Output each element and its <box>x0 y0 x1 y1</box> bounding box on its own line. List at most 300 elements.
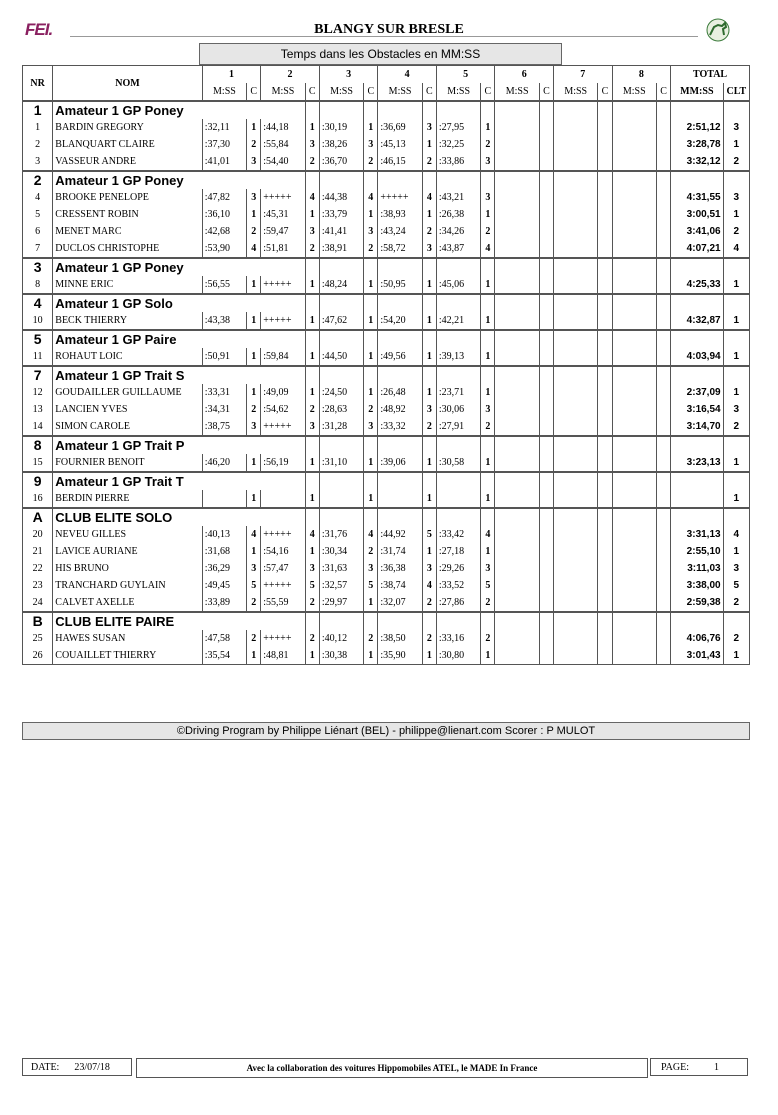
empty-cell <box>305 330 319 348</box>
obstacle-time: :53,90 <box>202 240 246 258</box>
obstacle-time: :35,90 <box>378 647 422 665</box>
total-time: 4:32,87 <box>671 312 724 330</box>
empty-cell <box>656 577 670 594</box>
obstacle-rank: 2 <box>481 418 495 436</box>
competitor-name: LAVICE AURIANE <box>53 543 202 560</box>
obstacle-rank: 3 <box>364 223 378 240</box>
obstacle-rank: 1 <box>247 647 261 665</box>
total-time: 3:11,03 <box>671 560 724 577</box>
classement: 4 <box>723 526 749 543</box>
competitor-name: DUCLOS CHRISTOPHE <box>53 240 202 258</box>
competitor-number: 10 <box>23 312 53 330</box>
empty-cell <box>554 401 598 418</box>
total-time: 3:32,12 <box>671 153 724 171</box>
empty-cell <box>612 454 656 472</box>
obstacle-rank: 2 <box>247 223 261 240</box>
competitor-number: 5 <box>23 206 53 223</box>
empty-cell <box>305 612 319 630</box>
date-label: DATE: <box>31 1062 60 1073</box>
empty-cell <box>305 436 319 454</box>
competitor-number: 6 <box>23 223 53 240</box>
group-code: B <box>23 612 53 630</box>
competitor-row <box>23 543 750 560</box>
classement: 1 <box>723 384 749 401</box>
group-name: Amateur 1 GP Trait S <box>53 366 261 384</box>
empty-cell <box>495 647 539 665</box>
empty-cell <box>539 508 553 526</box>
obstacle-time: :30,19 <box>319 119 363 136</box>
obstacle-rank: 1 <box>305 348 319 366</box>
empty-cell <box>612 630 656 647</box>
empty-cell <box>598 612 612 630</box>
empty-cell <box>554 223 598 240</box>
obstacle-rank: 1 <box>364 276 378 294</box>
empty-cell <box>554 543 598 560</box>
competitor-name: FOURNIER BENOIT <box>53 454 202 472</box>
empty-cell <box>539 223 553 240</box>
obstacle-rank: 3 <box>305 560 319 577</box>
classement: 3 <box>723 401 749 418</box>
group-name: Amateur 1 GP Trait T <box>53 472 261 490</box>
obstacle-time: :33,31 <box>202 384 246 401</box>
obstacle-rank: 1 <box>481 206 495 223</box>
empty-cell <box>539 630 553 647</box>
obstacle-rank: 4 <box>481 240 495 258</box>
col-header-mmss: M:SS <box>612 83 656 101</box>
empty-cell <box>378 294 422 312</box>
obstacle-rank: 4 <box>305 526 319 543</box>
classement: 1 <box>723 136 749 153</box>
empty-cell <box>656 136 670 153</box>
obstacle-rank: 1 <box>305 276 319 294</box>
empty-cell <box>422 101 436 119</box>
empty-cell <box>612 594 656 612</box>
obstacle-time: :32,57 <box>319 577 363 594</box>
empty-cell <box>612 101 656 119</box>
obstacle-rank: 1 <box>364 312 378 330</box>
empty-cell <box>656 508 670 526</box>
empty-cell <box>305 171 319 189</box>
empty-cell <box>422 508 436 526</box>
competitor-number: 14 <box>23 418 53 436</box>
obstacle-rank: 3 <box>305 136 319 153</box>
col-header-obstacle: 8 <box>612 66 671 84</box>
empty-cell <box>481 171 495 189</box>
obstacle-rank: 1 <box>305 312 319 330</box>
competitor-row <box>23 312 750 330</box>
empty-cell <box>554 612 598 630</box>
empty-cell <box>554 647 598 665</box>
col-header-obstacle: 5 <box>436 66 495 84</box>
competitor-row <box>23 240 750 258</box>
group-name: Amateur 1 GP Poney <box>53 171 261 189</box>
empty-cell <box>723 171 749 189</box>
empty-cell <box>598 560 612 577</box>
empty-cell <box>656 384 670 401</box>
obstacle-time <box>436 490 480 508</box>
competitor-row <box>23 276 750 294</box>
competitor-name: BECK THIERRY <box>53 312 202 330</box>
empty-cell <box>671 171 724 189</box>
obstacle-time: :38,74 <box>378 577 422 594</box>
obstacle-time: :41,41 <box>319 223 363 240</box>
empty-cell <box>539 330 553 348</box>
empty-cell <box>612 312 656 330</box>
empty-cell <box>554 312 598 330</box>
total-time: 3:31,13 <box>671 526 724 543</box>
empty-cell <box>671 101 724 119</box>
empty-cell <box>612 418 656 436</box>
col-header-mmss: M:SS <box>436 83 480 101</box>
empty-cell <box>656 526 670 543</box>
empty-cell <box>598 101 612 119</box>
empty-cell <box>539 240 553 258</box>
obstacle-time: :58,72 <box>378 240 422 258</box>
obstacle-time: :48,81 <box>261 647 305 665</box>
competitor-row <box>23 119 750 136</box>
group-row <box>23 436 750 454</box>
empty-cell <box>554 189 598 206</box>
obstacle-rank: 4 <box>422 189 436 206</box>
group-name: Amateur 1 GP Poney <box>53 101 261 119</box>
empty-cell <box>261 101 305 119</box>
total-time: 2:55,10 <box>671 543 724 560</box>
empty-cell <box>598 136 612 153</box>
competitor-number: 2 <box>23 136 53 153</box>
empty-cell <box>319 330 363 348</box>
empty-cell <box>378 612 422 630</box>
obstacle-rank: 1 <box>364 490 378 508</box>
obstacle-time: :23,71 <box>436 384 480 401</box>
empty-cell <box>539 153 553 171</box>
empty-cell <box>656 418 670 436</box>
col-header-mmss: M:SS <box>261 83 305 101</box>
empty-cell <box>656 312 670 330</box>
obstacle-rank: 3 <box>422 560 436 577</box>
empty-cell <box>261 472 305 490</box>
obstacle-time: +++++ <box>261 312 305 330</box>
empty-cell <box>539 612 553 630</box>
empty-cell <box>495 206 539 223</box>
obstacle-time: :48,92 <box>378 401 422 418</box>
empty-cell <box>261 508 305 526</box>
obstacle-time <box>261 490 305 508</box>
obstacle-rank: 2 <box>305 630 319 647</box>
obstacle-time: :56,55 <box>202 276 246 294</box>
empty-cell <box>656 454 670 472</box>
competitor-number: 8 <box>23 276 53 294</box>
empty-cell <box>656 240 670 258</box>
col-header-c: C <box>247 83 261 101</box>
empty-cell <box>319 171 363 189</box>
obstacle-time: :54,16 <box>261 543 305 560</box>
empty-cell <box>436 171 480 189</box>
competitor-number: 13 <box>23 401 53 418</box>
col-header-c: C <box>656 83 670 101</box>
obstacle-rank: 1 <box>305 454 319 472</box>
classement: 1 <box>723 206 749 223</box>
obstacle-time: :29,26 <box>436 560 480 577</box>
group-code: 1 <box>23 101 53 119</box>
empty-cell <box>495 153 539 171</box>
group-name: CLUB ELITE SOLO <box>53 508 261 526</box>
empty-cell <box>436 330 480 348</box>
competitor-number: 26 <box>23 647 53 665</box>
empty-cell <box>495 294 539 312</box>
obstacle-rank: 2 <box>305 240 319 258</box>
obstacle-time: :38,26 <box>319 136 363 153</box>
empty-cell <box>364 366 378 384</box>
empty-cell <box>481 436 495 454</box>
empty-cell <box>598 294 612 312</box>
obstacle-rank: 1 <box>481 384 495 401</box>
empty-cell <box>495 312 539 330</box>
empty-cell <box>612 294 656 312</box>
empty-cell <box>554 472 598 490</box>
competitor-name: HAWES SUSAN <box>53 630 202 647</box>
empty-cell <box>539 418 553 436</box>
empty-cell <box>422 366 436 384</box>
obstacle-time: :43,87 <box>436 240 480 258</box>
obstacle-time: :30,58 <box>436 454 480 472</box>
competitor-name: CALVET AXELLE <box>53 594 202 612</box>
obstacle-time: :27,91 <box>436 418 480 436</box>
group-row <box>23 258 750 276</box>
empty-cell <box>539 490 553 508</box>
obstacle-rank: 1 <box>247 454 261 472</box>
competitor-row <box>23 560 750 577</box>
obstacle-rank: 1 <box>481 119 495 136</box>
obstacle-rank: 4 <box>364 189 378 206</box>
obstacle-rank: 1 <box>481 490 495 508</box>
obstacle-time: :27,95 <box>436 119 480 136</box>
empty-cell <box>554 153 598 171</box>
obstacle-time: :42,21 <box>436 312 480 330</box>
obstacle-time: :55,59 <box>261 594 305 612</box>
col-header-obstacle: 6 <box>495 66 554 84</box>
obstacle-rank: 2 <box>481 630 495 647</box>
empty-cell <box>723 330 749 348</box>
empty-cell <box>612 153 656 171</box>
competitor-row <box>23 594 750 612</box>
obstacle-time: :46,20 <box>202 454 246 472</box>
empty-cell <box>656 189 670 206</box>
col-header-mmss: M:SS <box>319 83 363 101</box>
obstacle-time: +++++ <box>261 630 305 647</box>
group-code: 7 <box>23 366 53 384</box>
obstacle-rank: 2 <box>247 136 261 153</box>
empty-cell <box>612 436 656 454</box>
obstacle-rank: 3 <box>305 223 319 240</box>
col-header-total: TOTAL <box>671 66 750 84</box>
empty-cell <box>598 594 612 612</box>
classement: 3 <box>723 560 749 577</box>
classement: 1 <box>723 543 749 560</box>
obstacle-rank: 2 <box>481 136 495 153</box>
empty-cell <box>656 490 670 508</box>
obstacle-rank: 2 <box>364 153 378 171</box>
competitor-row <box>23 223 750 240</box>
results-table <box>22 65 750 665</box>
empty-cell <box>554 348 598 366</box>
empty-cell <box>495 171 539 189</box>
competitor-row <box>23 526 750 543</box>
empty-cell <box>723 258 749 276</box>
competitor-number: 21 <box>23 543 53 560</box>
competitor-name: BERDIN PIERRE <box>53 490 202 508</box>
empty-cell <box>305 366 319 384</box>
obstacle-rank: 1 <box>422 348 436 366</box>
page-box <box>650 1058 748 1076</box>
empty-cell <box>612 401 656 418</box>
empty-cell <box>378 171 422 189</box>
empty-cell <box>723 366 749 384</box>
obstacle-rank: 4 <box>247 240 261 258</box>
empty-cell <box>656 276 670 294</box>
empty-cell <box>554 330 598 348</box>
empty-cell <box>554 594 598 612</box>
empty-cell <box>656 153 670 171</box>
obstacle-rank: 2 <box>247 401 261 418</box>
empty-cell <box>656 119 670 136</box>
obstacle-time: :40,13 <box>202 526 246 543</box>
empty-cell <box>539 189 553 206</box>
obstacle-time: +++++ <box>261 418 305 436</box>
total-time <box>671 490 724 508</box>
empty-cell <box>671 472 724 490</box>
obstacle-time: :38,75 <box>202 418 246 436</box>
obstacle-time: :57,47 <box>261 560 305 577</box>
obstacle-time: :47,82 <box>202 189 246 206</box>
obstacle-time: :27,18 <box>436 543 480 560</box>
obstacle-time: :55,84 <box>261 136 305 153</box>
obstacle-rank: 1 <box>364 384 378 401</box>
obstacle-time: :26,38 <box>436 206 480 223</box>
empty-cell <box>539 294 553 312</box>
empty-cell <box>495 258 539 276</box>
empty-cell <box>723 508 749 526</box>
empty-cell <box>598 189 612 206</box>
empty-cell <box>598 418 612 436</box>
obstacle-time: :50,95 <box>378 276 422 294</box>
empty-cell <box>598 312 612 330</box>
obstacle-time: :31,76 <box>319 526 363 543</box>
empty-cell <box>436 508 480 526</box>
empty-cell <box>319 101 363 119</box>
empty-cell <box>495 101 539 119</box>
empty-cell <box>612 366 656 384</box>
obstacle-time: :29,97 <box>319 594 363 612</box>
empty-cell <box>436 436 480 454</box>
competitor-row <box>23 384 750 401</box>
empty-cell <box>436 258 480 276</box>
empty-cell <box>378 330 422 348</box>
col-header-c: C <box>598 83 612 101</box>
classement: 3 <box>723 189 749 206</box>
obstacle-rank: 2 <box>422 418 436 436</box>
empty-cell <box>539 119 553 136</box>
date-value: 23/07/18 <box>74 1062 110 1073</box>
total-time: 4:03,94 <box>671 348 724 366</box>
empty-cell <box>539 472 553 490</box>
empty-cell <box>261 294 305 312</box>
obstacle-time: :43,24 <box>378 223 422 240</box>
obstacle-rank: 1 <box>481 348 495 366</box>
obstacle-rank: 1 <box>422 543 436 560</box>
competitor-name: SIMON CAROLE <box>53 418 202 436</box>
obstacle-time: :43,38 <box>202 312 246 330</box>
obstacle-rank: 1 <box>305 543 319 560</box>
empty-cell <box>481 101 495 119</box>
empty-cell <box>319 258 363 276</box>
total-time: 3:38,00 <box>671 577 724 594</box>
obstacle-time <box>319 490 363 508</box>
obstacle-rank: 1 <box>422 454 436 472</box>
group-row <box>23 101 750 119</box>
empty-cell <box>656 436 670 454</box>
empty-cell <box>364 330 378 348</box>
obstacle-rank: 2 <box>422 594 436 612</box>
competitor-name: MENET MARC <box>53 223 202 240</box>
empty-cell <box>656 401 670 418</box>
obstacle-rank: 3 <box>481 401 495 418</box>
empty-cell <box>723 436 749 454</box>
obstacle-rank: 4 <box>422 577 436 594</box>
obstacle-time: :49,45 <box>202 577 246 594</box>
empty-cell <box>364 101 378 119</box>
empty-cell <box>598 258 612 276</box>
obstacle-time: :30,80 <box>436 647 480 665</box>
obstacle-rank: 1 <box>481 312 495 330</box>
competitor-row <box>23 490 750 508</box>
page-subtitle: Temps dans les Obstacles en MM:SS <box>199 43 562 65</box>
competitor-number: 7 <box>23 240 53 258</box>
empty-cell <box>495 223 539 240</box>
empty-cell <box>481 472 495 490</box>
obstacle-rank: 3 <box>305 418 319 436</box>
empty-cell <box>261 436 305 454</box>
empty-cell <box>612 258 656 276</box>
empty-cell <box>598 119 612 136</box>
empty-cell <box>539 526 553 543</box>
empty-cell <box>612 276 656 294</box>
classement: 1 <box>723 312 749 330</box>
total-time: 3:00,51 <box>671 206 724 223</box>
obstacle-rank: 1 <box>247 312 261 330</box>
empty-cell <box>554 119 598 136</box>
fei-logo: FEI. <box>25 20 53 39</box>
competitor-number: 24 <box>23 594 53 612</box>
competitor-name: LANCIEN YVES <box>53 401 202 418</box>
empty-cell <box>495 276 539 294</box>
total-time: 3:23,13 <box>671 454 724 472</box>
obstacle-time: +++++ <box>378 189 422 206</box>
empty-cell <box>598 366 612 384</box>
empty-cell <box>612 490 656 508</box>
empty-cell <box>723 101 749 119</box>
empty-cell <box>598 630 612 647</box>
col-header-clt: CLT <box>723 83 749 101</box>
empty-cell <box>305 472 319 490</box>
empty-cell <box>671 612 724 630</box>
obstacle-rank: 3 <box>247 153 261 171</box>
total-time: 3:41,06 <box>671 223 724 240</box>
obstacle-rank: 2 <box>305 401 319 418</box>
empty-cell <box>539 348 553 366</box>
empty-cell <box>305 258 319 276</box>
empty-cell <box>598 153 612 171</box>
empty-cell <box>656 294 670 312</box>
